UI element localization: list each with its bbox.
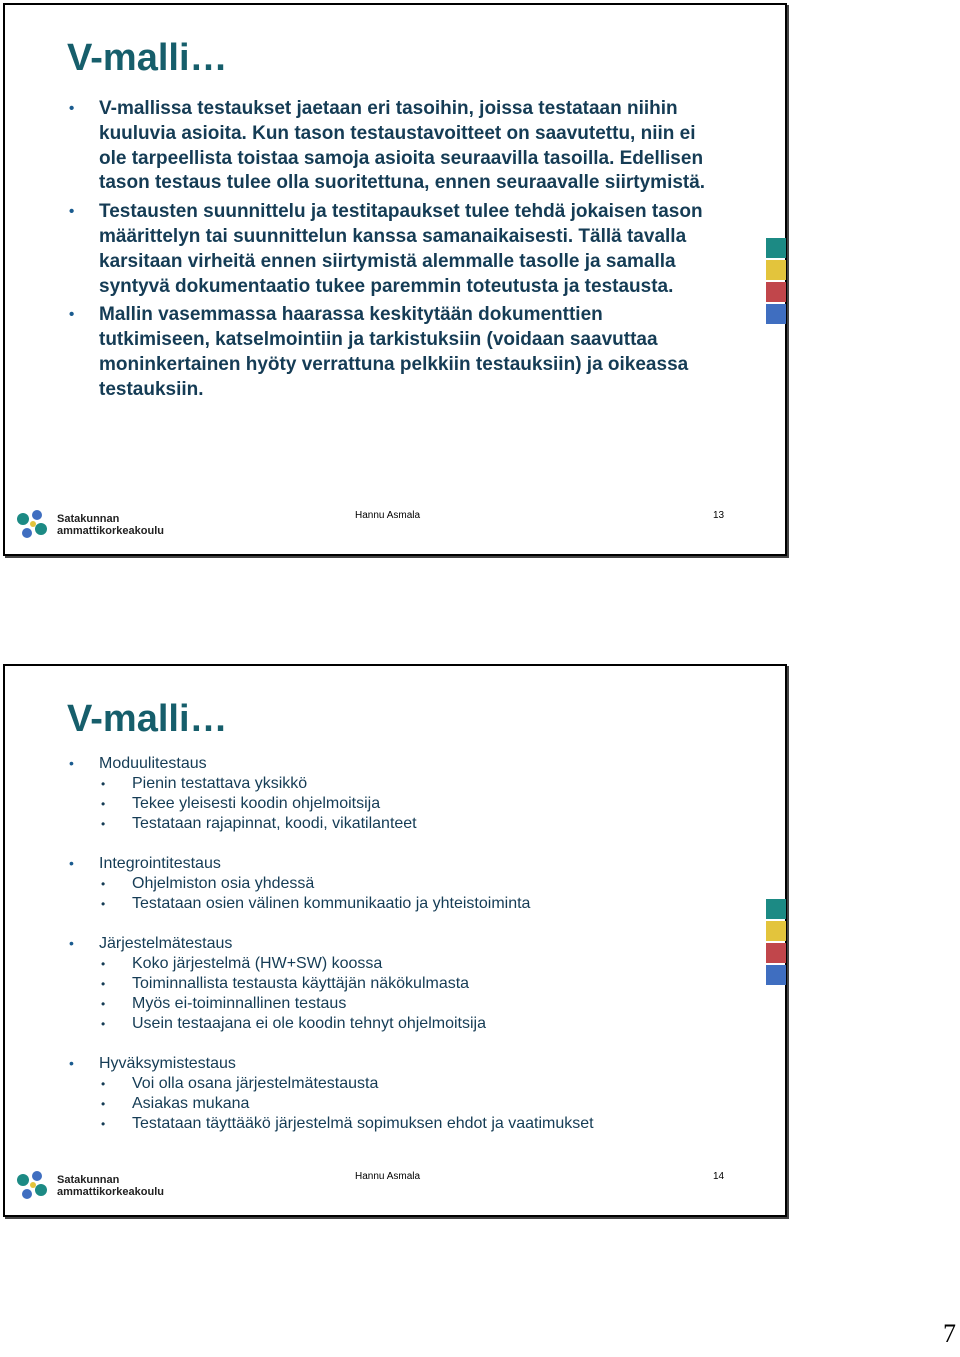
footer-author: Hannu Asmala (355, 510, 421, 521)
slide-14 (3, 664, 787, 1217)
slide-13 (3, 3, 787, 556)
bullet-dot-icon: • (101, 797, 106, 811)
sub-item: • Usein testaajana ei ole koodin tehnyt ohjelmoitsija (101, 1015, 486, 1032)
bullet-dot-icon: • (69, 1055, 74, 1071)
bullet-dot-icon: • (101, 977, 106, 991)
slide-title: V-malli… (67, 37, 228, 79)
logo-line1: Satakunnan (57, 1174, 120, 1186)
group-moduulitestaus: • Moduulitestaus • Pienin testattava yksikkö • Tekee yleisesti koodin ohjelmoitsija • Testataan rajapinnat, koodi, vikatilanteet (67, 754, 747, 834)
bullet-item: • Mallin vasemmassa haarassa keskitytään dokumenttien tutkimiseen, katselmointiin ja tarkistuksiin (voidaan saavuttaa moninkertainen hyöty verrattuna pelkkiin testauksiin) ja oikeassa testauksiin. (69, 304, 689, 400)
bullet-dot-icon: • (69, 306, 75, 324)
stripe-yellow (766, 260, 786, 280)
sub-item: • Asiakas mukana (101, 1095, 250, 1112)
stripe-red (766, 282, 786, 302)
sub-item: • Testataan osien välinen kommunikaatio ja yhteistoiminta (101, 895, 531, 912)
page-number: 7 (943, 1319, 956, 1348)
group-hyvaksymistestaus: • Hyväksymistestaus • Voi olla osana järjestelmätestausta • Asiakas mukana • Testataan täyttääkö järjestelmä sopimuksen ehdot ja vaatimukset (67, 1054, 747, 1134)
sub-item: • Myös ei-toiminnallinen testaus (101, 995, 347, 1012)
slide-number: 14 (713, 1171, 725, 1182)
footer-author: Hannu Asmala (355, 1171, 421, 1182)
samk-logo-icon (13, 505, 53, 545)
samk-logo (13, 505, 164, 545)
bullet-dot-icon: • (69, 755, 74, 771)
color-stripe (766, 238, 786, 326)
samk-logo (13, 1166, 164, 1206)
sub-item: • Koko järjestelmä (HW+SW) koossa (101, 955, 383, 972)
slide-title: V-malli… (67, 698, 228, 740)
bullet-dot-icon: • (101, 997, 106, 1011)
stripe-teal (766, 899, 786, 919)
bullet-item: • V-mallissa testaukset jaetaan eri tasoihin, joissa testataan niihin kuuluvia asioita. Kun tason testaustavoitteet on saavutettu, niin ei ole tarpeellista toistaa samoja asioita seuraavilla tasoilla. Edellisen tason testaus tulee olla suoritettuna, ennen seuraavalle siirtymistä. (69, 98, 706, 194)
bullet-dot-icon: • (69, 855, 74, 871)
bullet-item: • Testausten suunnittelu ja testitapaukset tulee tehdä jokaisen tason määrittelyn tai suunnittelun kanssa samanaikaisesti. Tällä tavalla karsitaan virheitä ennen siirtymistä alemmalle tasolle ja samalla syntyvä dokumentaatio tukee paremmin toteutusta ja testausta. (69, 201, 703, 297)
bullet-dot-icon: • (101, 817, 106, 831)
bullet-list (67, 754, 747, 1154)
bullet-dot-icon: • (69, 935, 74, 951)
stripe-blue (766, 965, 786, 985)
bullet-list (67, 97, 717, 407)
bullet-dot-icon: • (101, 1117, 106, 1131)
slide-number: 13 (713, 510, 725, 521)
bullet-dot-icon: • (101, 1077, 106, 1091)
sub-item: • Ohjelmiston osia yhdessä (101, 875, 315, 892)
color-stripe (766, 899, 786, 987)
logo-line2: ammattikorkeakoulu (57, 525, 164, 537)
logo-line2: ammattikorkeakoulu (57, 1186, 164, 1198)
stripe-blue (766, 304, 786, 324)
bullet-dot-icon: • (101, 777, 106, 791)
bullet-dot-icon: • (101, 897, 106, 911)
bullet-dot-icon: • (69, 100, 75, 117)
stripe-yellow (766, 921, 786, 941)
sub-item: • Tekee yleisesti koodin ohjelmoitsija (101, 795, 381, 812)
logo-line1: Satakunnan (57, 513, 120, 525)
sub-item: • Voi olla osana järjestelmätestausta (101, 1075, 379, 1092)
bullet-dot-icon: • (101, 877, 106, 891)
stripe-teal (766, 238, 786, 258)
bullet-dot-icon: • (101, 1097, 106, 1111)
bullet-dot-icon: • (101, 957, 106, 971)
bullet-dot-icon: • (69, 203, 75, 221)
sub-item: • Toiminnallista testausta käyttäjän näkökulmasta (101, 975, 470, 992)
sub-item: • Testataan rajapinnat, koodi, vikatilanteet (101, 815, 417, 832)
bullet-dot-icon: • (101, 1017, 106, 1031)
samk-logo-icon (13, 1166, 53, 1206)
group-integrointitestaus: • Integrointitestaus • Ohjelmiston osia yhdessä • Testataan osien välinen kommunikaatio ja yhteistoiminta (67, 854, 747, 914)
sub-item: • Testataan täyttääkö järjestelmä sopimuksen ehdot ja vaatimukset (101, 1115, 594, 1132)
sub-item: • Pienin testattava yksikkö (101, 775, 308, 792)
group-jarjestelmatestaus: • Järjestelmätestaus • Koko järjestelmä (HW+SW) koossa • Toiminnallista testausta käyttäjän näkökulmasta • Myös ei-toiminnallinen testaus • Usein testaajana ei ole koodin tehnyt ohjelmoitsija (67, 934, 747, 1034)
stripe-red (766, 943, 786, 963)
